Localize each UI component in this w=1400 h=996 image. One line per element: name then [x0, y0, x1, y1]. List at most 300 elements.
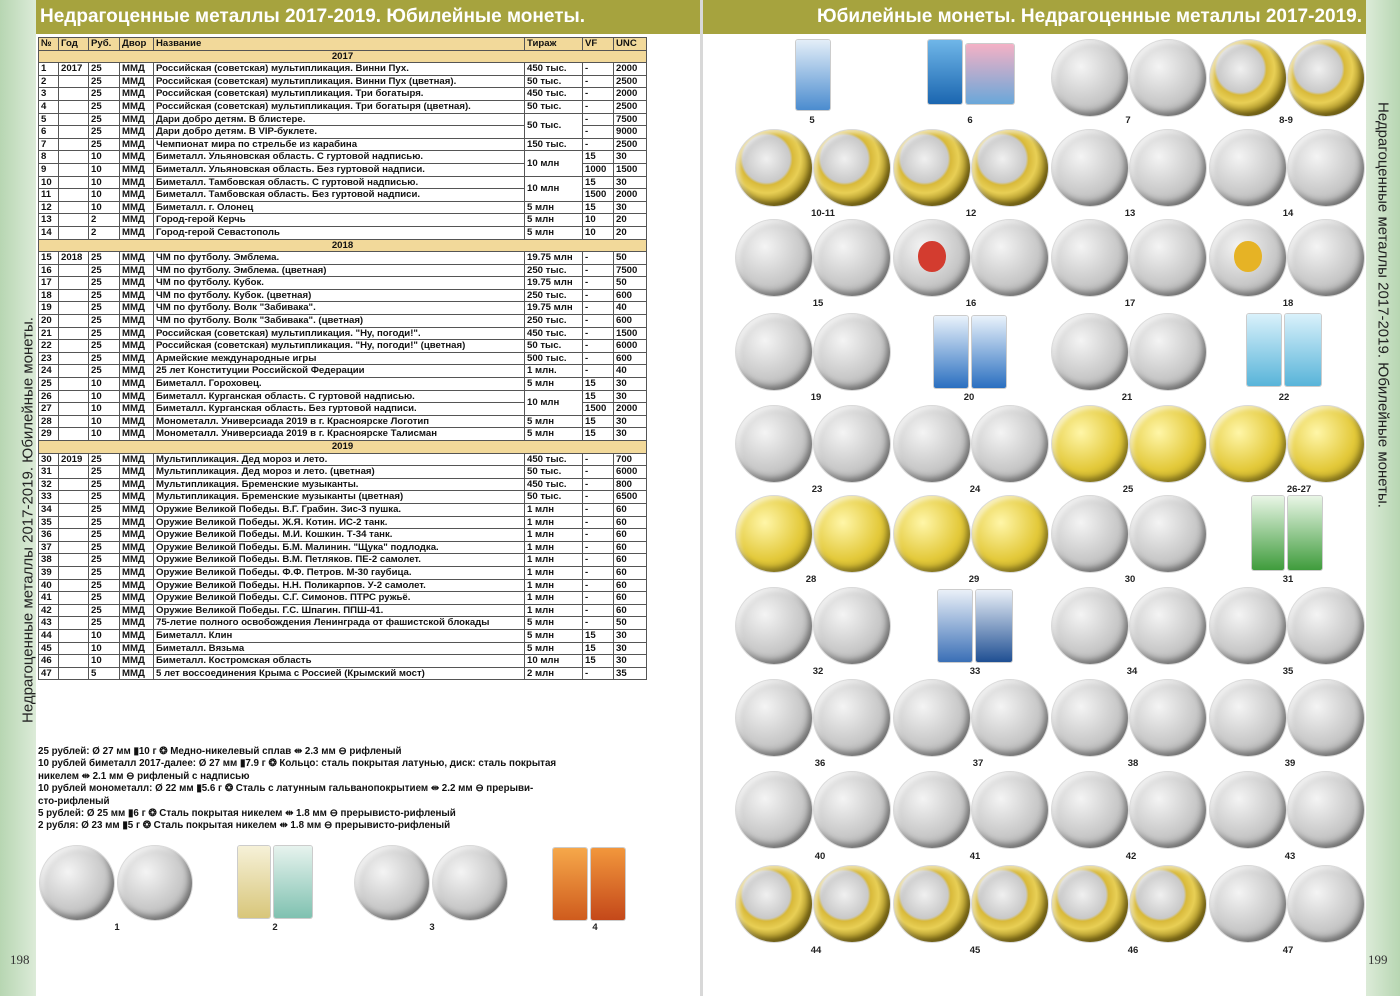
coin-obverse-image — [972, 406, 1048, 482]
coin-reverse-image — [1210, 680, 1286, 756]
coin-obverse-image — [1130, 130, 1206, 206]
coin-number-label: 3 — [429, 922, 435, 933]
table-cell: - — [583, 327, 614, 340]
table-cell: ММД — [120, 214, 154, 227]
spec-line: сто-рифленый — [38, 795, 110, 807]
table-header-cell: № — [39, 38, 59, 51]
table-cell: 2 — [89, 226, 120, 239]
table-cell: ММД — [120, 378, 154, 391]
table-cell: ММД — [120, 277, 154, 290]
table-cell: 30 — [614, 428, 647, 441]
table-cell: 2018 — [59, 252, 89, 265]
table-cell — [59, 617, 89, 630]
table-cell: Оружие Великой Победы. М.И. Кошкин. Т-34 танк. — [154, 529, 525, 542]
year-heading: 2017 — [39, 50, 647, 63]
table-cell — [59, 655, 89, 668]
table-cell: 10 — [89, 655, 120, 668]
table-cell: 2500 — [614, 138, 647, 151]
coin-obverse-image — [972, 866, 1048, 942]
coin-number-label: 38 — [1127, 758, 1139, 769]
table-cell: Монометалл. Универсиада 2019 в г. Красноярске Логотип — [154, 415, 525, 428]
table-cell: 28 — [39, 415, 59, 428]
coin-number-label: 41 — [969, 851, 981, 862]
coin-card-image — [274, 846, 312, 918]
table-cell: 19 — [39, 302, 59, 315]
coin-reverse-image — [1052, 772, 1128, 848]
coin-number-label: 43 — [1284, 851, 1296, 862]
table-cell: 44 — [39, 629, 59, 642]
table-cell: 10 — [89, 163, 120, 176]
table-cell: Российская (советская) мультипликация. Винни Пух (цветная). — [154, 75, 525, 88]
table-cell: 800 — [614, 478, 647, 491]
coin-card-image — [1285, 314, 1321, 386]
table-cell: 30 — [614, 176, 647, 189]
table-cell: 60 — [614, 529, 647, 542]
table-cell: Оружие Великой Победы. В.Г. Грабин. Зис-3 пушка. — [154, 503, 525, 516]
coin-obverse-image — [814, 406, 890, 482]
table-cell: 5 млн — [525, 214, 583, 227]
table-cell: 11 — [39, 189, 59, 202]
table-cell: 50 тыс. — [525, 100, 583, 113]
table-cell: 250 тыс. — [525, 289, 583, 302]
table-row — [39, 352, 647, 365]
coin-reverse-image — [1052, 130, 1128, 206]
coin-obverse-image — [1130, 314, 1206, 390]
coin-card-image — [1252, 496, 1284, 570]
coin-number-label: 4 — [592, 922, 598, 933]
table-cell: 5 млн — [525, 226, 583, 239]
table-cell: 2500 — [614, 100, 647, 113]
table-cell: Оружие Великой Победы. Ф.Ф. Петров. М-30 гаубица. — [154, 566, 525, 579]
table-cell: 450 тыс. — [525, 63, 583, 76]
table-cell: 20 — [39, 315, 59, 328]
table-cell: - — [583, 478, 614, 491]
table-cell: ММД — [120, 315, 154, 328]
table-cell: 19.75 млн — [525, 277, 583, 290]
table-cell — [59, 403, 89, 416]
table-cell: 15 — [583, 629, 614, 642]
table-cell: Оружие Великой Победы. С.Г. Симонов. ПТРС ружьё. — [154, 592, 525, 605]
coin-number-label: 15 — [812, 298, 824, 309]
table-cell: ММД — [120, 655, 154, 668]
table-cell: 30 — [614, 629, 647, 642]
table-cell: 75-летие полного освобождения Ленинграда от фашистской блокады — [154, 617, 525, 630]
table-row — [39, 554, 647, 567]
coin-obverse-image — [1288, 406, 1364, 482]
table-cell: 600 — [614, 352, 647, 365]
table-cell: 27 — [39, 403, 59, 416]
table-cell: 15 — [583, 655, 614, 668]
table-cell: ММД — [120, 189, 154, 202]
table-row — [39, 226, 647, 239]
table-cell — [59, 289, 89, 302]
table-cell: 15 — [583, 176, 614, 189]
coin-number-label: 17 — [1124, 298, 1136, 309]
table-cell: Биметалл. Вязьма — [154, 642, 525, 655]
table-row — [39, 466, 647, 479]
coin-obverse-image — [1288, 220, 1364, 296]
table-cell: 15 — [583, 378, 614, 391]
coin-reverse-image — [736, 314, 812, 390]
table-cell — [59, 428, 89, 441]
coin-obverse-image — [1130, 680, 1206, 756]
table-cell: 32 — [39, 478, 59, 491]
table-cell: 1 млн — [525, 516, 583, 529]
table-cell: 600 — [614, 289, 647, 302]
table-row — [39, 655, 647, 668]
coin-reverse-image — [736, 220, 812, 296]
table-cell: 10 — [89, 201, 120, 214]
table-row — [39, 604, 647, 617]
coin-number-label: 8-9 — [1279, 115, 1293, 126]
table-cell — [59, 151, 89, 164]
coin-number-label: 18 — [1282, 298, 1294, 309]
coin-number-label: 39 — [1284, 758, 1296, 769]
table-cell: 2000 — [614, 88, 647, 101]
coin-number-label: 14 — [1282, 208, 1294, 219]
table-cell: 30 — [614, 201, 647, 214]
coin-obverse-image — [1288, 680, 1364, 756]
coin-reverse-image — [736, 406, 812, 482]
coin-number-label: 1 — [114, 922, 120, 933]
coin-reverse-image — [1052, 588, 1128, 664]
table-cell: 60 — [614, 554, 647, 567]
table-cell: 25 — [89, 100, 120, 113]
table-cell — [59, 604, 89, 617]
table-header-cell: Тираж — [525, 38, 583, 51]
coin-reverse-image — [1210, 40, 1286, 116]
table-row — [39, 453, 647, 466]
spec-line: 25 рублей: Ø 27 мм ▮10 г ❂ Медно-никелевый сплав ⇹ 2.3 мм ⊖ рифленый — [38, 746, 402, 757]
spec-line: 2 рубля: Ø 23 мм ▮5 г ❂ Сталь покрытая никелем ⇹ 1.8 мм ⊖ прерывисто-рифленый — [38, 820, 451, 832]
coin-obverse-image — [814, 772, 890, 848]
table-cell: 30 — [614, 415, 647, 428]
table-cell: ММД — [120, 667, 154, 680]
table-cell: Город-герой Севастополь — [154, 226, 525, 239]
coin-reverse-image — [1210, 406, 1286, 482]
table-cell: 25 — [89, 264, 120, 277]
table-cell — [59, 214, 89, 227]
table-cell: - — [583, 592, 614, 605]
table-cell — [59, 264, 89, 277]
coin-reverse-image — [355, 846, 429, 920]
table-cell: ММД — [120, 428, 154, 441]
table-cell: 15 — [39, 252, 59, 265]
coin-reverse-image — [736, 866, 812, 942]
table-cell — [59, 277, 89, 290]
table-cell: 5 млн — [525, 201, 583, 214]
coin-number-label: 21 — [1121, 392, 1133, 403]
table-cell: 5 млн — [525, 415, 583, 428]
coin-reverse-image — [1052, 220, 1128, 296]
table-cell: 10 — [89, 629, 120, 642]
table-row — [39, 667, 647, 680]
table-cell: 1500 — [583, 189, 614, 202]
table-cell: Российская (советская) мультипликация. Три богатыря. — [154, 88, 525, 101]
year-heading: 2019 — [39, 441, 647, 454]
coin-reverse-image — [1052, 496, 1128, 572]
table-cell: - — [583, 277, 614, 290]
coin-obverse-image — [433, 846, 507, 920]
table-cell: 35 — [39, 516, 59, 529]
year-row — [39, 239, 647, 252]
table-cell: 60 — [614, 516, 647, 529]
table-cell: Биметалл. Курганская область. С гуртовой надписью. — [154, 390, 525, 403]
table-cell: Город-герой Керчь — [154, 214, 525, 227]
coin-number-label: 46 — [1127, 945, 1139, 956]
table-cell: 10 — [89, 176, 120, 189]
coin-number-label: 36 — [814, 758, 826, 769]
table-cell — [59, 75, 89, 88]
table-cell: 25 — [89, 88, 120, 101]
coin-obverse-image — [1130, 772, 1206, 848]
table-row — [39, 642, 647, 655]
spec-line: никелем ⇹ 2.1 мм ⊖ рифленый с надписью — [38, 770, 250, 782]
coin-obverse-image — [1130, 40, 1206, 116]
table-cell: 2000 — [614, 63, 647, 76]
table-cell: 15 — [583, 428, 614, 441]
table-cell — [59, 352, 89, 365]
table-cell: 25 — [89, 75, 120, 88]
table-cell — [59, 516, 89, 529]
coin-obverse-image — [1288, 40, 1364, 116]
coin-reverse-image — [894, 772, 970, 848]
table-cell: - — [583, 491, 614, 504]
table-cell: - — [583, 302, 614, 315]
table-cell: 10 — [583, 226, 614, 239]
table-cell: ЧМ по футболу. Волк "Забивака". (цветная) — [154, 315, 525, 328]
table-cell — [59, 415, 89, 428]
table-cell: ММД — [120, 529, 154, 542]
coin-card-image — [238, 846, 270, 918]
coin-card-image — [966, 44, 1014, 104]
table-cell: 2017 — [59, 63, 89, 76]
table-cell: 25 — [89, 352, 120, 365]
spec-line: 5 рублей: Ø 25 мм ▮6 г ❂ Сталь покрытая никелем ⇹ 1.8 мм ⊖ прерывисто-рифленый — [38, 808, 456, 820]
coin-reverse-image — [1210, 588, 1286, 664]
table-cell: - — [583, 252, 614, 265]
coin-number-label: 6 — [967, 115, 973, 126]
table-cell: Биметалл. Тамбовская область. С гуртовой надписью. — [154, 176, 525, 189]
table-row — [39, 201, 647, 214]
table-cell: 60 — [614, 541, 647, 554]
table-cell: 36 — [39, 529, 59, 542]
coin-reverse-image — [1210, 130, 1286, 206]
table-cell: 15 — [583, 151, 614, 164]
table-cell: ММД — [120, 604, 154, 617]
coin-obverse-image — [1130, 866, 1206, 942]
table-cell: ММД — [120, 516, 154, 529]
table-row — [39, 264, 647, 277]
table-cell: 25 — [89, 277, 120, 290]
table-header-cell: UNC — [614, 38, 647, 51]
table-cell: 35 — [614, 667, 647, 680]
coin-obverse-image — [814, 680, 890, 756]
coin-obverse-image — [1130, 220, 1206, 296]
table-cell: 7500 — [614, 264, 647, 277]
table-row — [39, 415, 647, 428]
table-cell: 50 тыс. — [525, 75, 583, 88]
table-cell: ММД — [120, 554, 154, 567]
table-cell — [59, 491, 89, 504]
table-cell: 60 — [614, 604, 647, 617]
table-cell: 5 млн — [525, 428, 583, 441]
table-cell: 10 млн — [525, 655, 583, 668]
table-cell — [59, 189, 89, 202]
table-cell: 25 — [89, 617, 120, 630]
table-cell: 250 тыс. — [525, 315, 583, 328]
coin-card-image — [1288, 496, 1322, 570]
table-cell: ММД — [120, 88, 154, 101]
table-cell: 25 — [89, 466, 120, 479]
table-cell — [59, 365, 89, 378]
table-cell — [59, 138, 89, 151]
table-cell: 30 — [614, 390, 647, 403]
table-cell: 50 тыс. — [525, 491, 583, 504]
coin-reverse-image — [736, 588, 812, 664]
table-cell — [59, 478, 89, 491]
coin-card-image — [796, 40, 830, 110]
table-cell: 25 — [89, 327, 120, 340]
table-cell: 450 тыс. — [525, 478, 583, 491]
table-cell: ММД — [120, 491, 154, 504]
coin-number-label: 45 — [969, 945, 981, 956]
coin-reverse-image — [894, 220, 970, 296]
table-cell: ММД — [120, 126, 154, 139]
table-cell: 700 — [614, 453, 647, 466]
table-row — [39, 340, 647, 353]
table-cell: 7 — [39, 138, 59, 151]
table-cell: 25 — [89, 491, 120, 504]
coin-obverse-image — [1130, 406, 1206, 482]
table-row — [39, 302, 647, 315]
coin-number-label: 5 — [809, 115, 815, 126]
table-cell: ММД — [120, 252, 154, 265]
table-cell: 50 — [614, 252, 647, 265]
table-row — [39, 541, 647, 554]
table-cell: 25 — [89, 126, 120, 139]
table-cell: 21 — [39, 327, 59, 340]
table-cell: 450 тыс. — [525, 453, 583, 466]
table-cell: ЧМ по футболу. Волк "Забивака". — [154, 302, 525, 315]
table-row — [39, 151, 647, 164]
right-side-text: Недрагоценные металлы 2017-2019. Юбилейные монеты. — [1374, 102, 1392, 508]
coin-number-label: 10-11 — [811, 208, 835, 219]
table-cell: 25 — [89, 302, 120, 315]
table-cell: 18 — [39, 289, 59, 302]
table-cell: ММД — [120, 75, 154, 88]
coin-reverse-image — [40, 846, 114, 920]
coin-number-label: 34 — [1126, 666, 1138, 677]
table-cell — [59, 100, 89, 113]
table-cell: - — [583, 264, 614, 277]
coin-card-image — [1247, 314, 1281, 386]
coin-obverse-image — [1288, 588, 1364, 664]
table-cell: - — [583, 100, 614, 113]
table-cell — [59, 541, 89, 554]
table-cell: ЧМ по футболу. Кубок. (цветная) — [154, 289, 525, 302]
table-cell: 22 — [39, 340, 59, 353]
coin-number-label: 25 — [1122, 484, 1134, 495]
table-cell: ММД — [120, 566, 154, 579]
table-cell: 10 — [89, 189, 120, 202]
table-row — [39, 428, 647, 441]
coin-obverse-image — [814, 866, 890, 942]
table-cell: - — [583, 138, 614, 151]
year-row — [39, 50, 647, 63]
table-cell: Биметалл. Тамбовская область. Без гуртовой надписи. — [154, 189, 525, 202]
table-cell: ММД — [120, 466, 154, 479]
coin-reverse-image — [736, 496, 812, 572]
table-cell: Оружие Великой Победы. Б.М. Малинин. "Щука" подлодка. — [154, 541, 525, 554]
table-cell: Мультипликация. Дед мороз и лето. — [154, 453, 525, 466]
table-cell: Российская (советская) мультипликация. "Ну, погоди!" (цветная) — [154, 340, 525, 353]
table-cell: ММД — [120, 352, 154, 365]
spec-line: 10 рублей биметалл 2017-далее: Ø 27 мм ▮7.9 г ❂ Кольцо: сталь покрытая латунью, диск: сталь покрытая — [38, 758, 557, 770]
table-row — [39, 592, 647, 605]
coin-number-label: 22 — [1278, 392, 1290, 403]
table-cell — [59, 667, 89, 680]
table-cell: 46 — [39, 655, 59, 668]
table-cell: ММД — [120, 592, 154, 605]
table-cell: - — [583, 554, 614, 567]
table-cell — [59, 592, 89, 605]
table-cell: ММД — [120, 541, 154, 554]
coin-reverse-image — [1052, 314, 1128, 390]
coin-obverse-image — [814, 496, 890, 572]
coin-card-image — [928, 40, 962, 104]
table-cell: 9 — [39, 163, 59, 176]
table-row — [39, 289, 647, 302]
table-cell: 25 — [89, 63, 120, 76]
table-cell: ММД — [120, 365, 154, 378]
table-cell: ММД — [120, 163, 154, 176]
table-cell: 25 — [89, 138, 120, 151]
table-cell: 2500 — [614, 75, 647, 88]
table-row — [39, 503, 647, 516]
table-cell — [59, 378, 89, 391]
table-cell: ММД — [120, 453, 154, 466]
table-cell: ММД — [120, 151, 154, 164]
coin-reverse-image — [894, 866, 970, 942]
coin-obverse-image — [1288, 866, 1364, 942]
table-cell: Российская (советская) мультипликация. Винни Пух. — [154, 63, 525, 76]
table-cell: 15 — [583, 642, 614, 655]
table-row — [39, 629, 647, 642]
table-cell: - — [583, 340, 614, 353]
coin-reverse-image — [894, 496, 970, 572]
table-cell — [59, 529, 89, 542]
table-cell: 1 млн — [525, 579, 583, 592]
table-cell: 5 млн — [525, 642, 583, 655]
table-cell: 500 тыс. — [525, 352, 583, 365]
table-cell — [59, 88, 89, 101]
table-cell: 25 — [89, 516, 120, 529]
table-cell: 25 лет Конституции Российской Федерации — [154, 365, 525, 378]
table-cell: ММД — [120, 176, 154, 189]
coin-catalog-table — [38, 37, 647, 680]
coin-number-label: 33 — [969, 666, 981, 677]
table-cell: Дари добро детям. В блистере. — [154, 113, 525, 126]
coin-reverse-image — [1052, 866, 1128, 942]
table-cell: 2000 — [614, 403, 647, 416]
table-cell: 25 — [89, 478, 120, 491]
coin-number-label: 30 — [1124, 574, 1136, 585]
table-cell: 2 — [89, 214, 120, 227]
table-cell: 1 млн. — [525, 365, 583, 378]
table-cell: 40 — [39, 579, 59, 592]
table-cell: 10 — [89, 403, 120, 416]
